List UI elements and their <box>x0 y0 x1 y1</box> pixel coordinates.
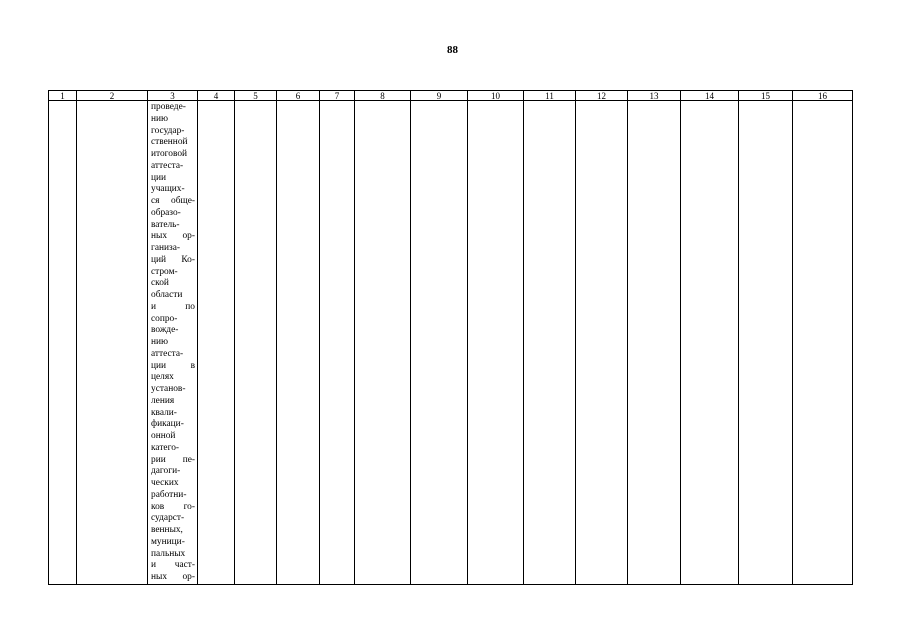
text-line: фикаци- <box>151 419 184 430</box>
text-line: ций Ко- <box>151 254 195 265</box>
text-line: квали- <box>151 407 177 418</box>
column-header: 14 <box>681 91 739 101</box>
table-cell-description <box>148 101 198 585</box>
text-line: ватель- <box>151 219 180 230</box>
column-header: 3 <box>148 91 198 101</box>
column-header: 13 <box>628 91 681 101</box>
text-line: ков го- <box>151 501 195 512</box>
text-line: и част- <box>151 560 195 571</box>
column-header: 16 <box>793 91 853 101</box>
text-line: аттеста- <box>151 348 184 359</box>
text-line: пальных <box>151 548 186 559</box>
text-line: стром- <box>151 266 178 277</box>
table-row <box>49 101 853 585</box>
table-cell <box>793 101 853 585</box>
text-line: аттеста- <box>151 160 184 171</box>
column-header: 11 <box>524 91 576 101</box>
text-line: катего- <box>151 442 180 453</box>
text-line: сударст- <box>151 513 185 524</box>
table-cell <box>77 101 148 585</box>
table-cell <box>739 101 793 585</box>
column-header: 8 <box>355 91 411 101</box>
text-line: ции <box>151 172 167 183</box>
cell-text <box>148 101 197 584</box>
text-line: сопро- <box>151 313 178 324</box>
column-header: 2 <box>77 91 148 101</box>
text-line: ся обще- <box>151 196 195 206</box>
table-cell <box>681 101 739 585</box>
table-cell <box>576 101 628 585</box>
text-line: ных ор- <box>151 572 195 582</box>
text-line: рии пе- <box>151 454 195 465</box>
column-header: 5 <box>235 91 277 101</box>
table-cell <box>235 101 277 585</box>
text-line: ции в <box>151 360 195 371</box>
text-line: учащих- <box>151 184 185 195</box>
text-line: и по <box>151 301 195 312</box>
text-line: работни- <box>151 489 187 500</box>
column-header: 6 <box>277 91 320 101</box>
table-cell <box>411 101 468 585</box>
text-line: вожде- <box>151 325 179 336</box>
text-line: муници- <box>151 536 185 547</box>
text-line: ческих <box>151 478 179 488</box>
column-header: 15 <box>739 91 793 101</box>
column-header: 4 <box>198 91 235 101</box>
column-header: 12 <box>576 91 628 101</box>
table-cell <box>49 101 77 585</box>
column-header: 10 <box>468 91 524 101</box>
table-cell <box>198 101 235 585</box>
text-line: установ- <box>151 384 186 394</box>
text-line: ления <box>151 395 175 406</box>
page-number: 88 <box>447 44 458 56</box>
column-header: 7 <box>320 91 355 101</box>
document-table <box>48 90 853 585</box>
table-cell <box>355 101 411 585</box>
header-row <box>49 91 853 101</box>
table-cell <box>524 101 576 585</box>
text-line: проведе- <box>151 102 186 112</box>
text-line: образо- <box>151 207 181 218</box>
text-line: ных ор- <box>151 231 195 242</box>
text-line: нию <box>151 337 169 347</box>
column-header: 1 <box>49 91 77 101</box>
text-line: области <box>151 290 183 300</box>
text-line: онной <box>151 431 176 441</box>
text-line: дагоги- <box>151 466 181 477</box>
table-cell <box>468 101 524 585</box>
text-line: ской <box>151 278 169 289</box>
table-cell <box>628 101 681 585</box>
text-line: целях <box>151 372 174 383</box>
table-cell <box>320 101 355 585</box>
text-line: венных, <box>151 525 183 535</box>
text-line: государ- <box>151 125 185 136</box>
text-line: ганиза- <box>151 243 181 253</box>
table-cell <box>277 101 320 585</box>
text-line: нию <box>151 113 169 124</box>
text-line: ственной <box>151 137 188 148</box>
column-header: 9 <box>411 91 468 101</box>
text-line: итоговой <box>151 149 188 159</box>
